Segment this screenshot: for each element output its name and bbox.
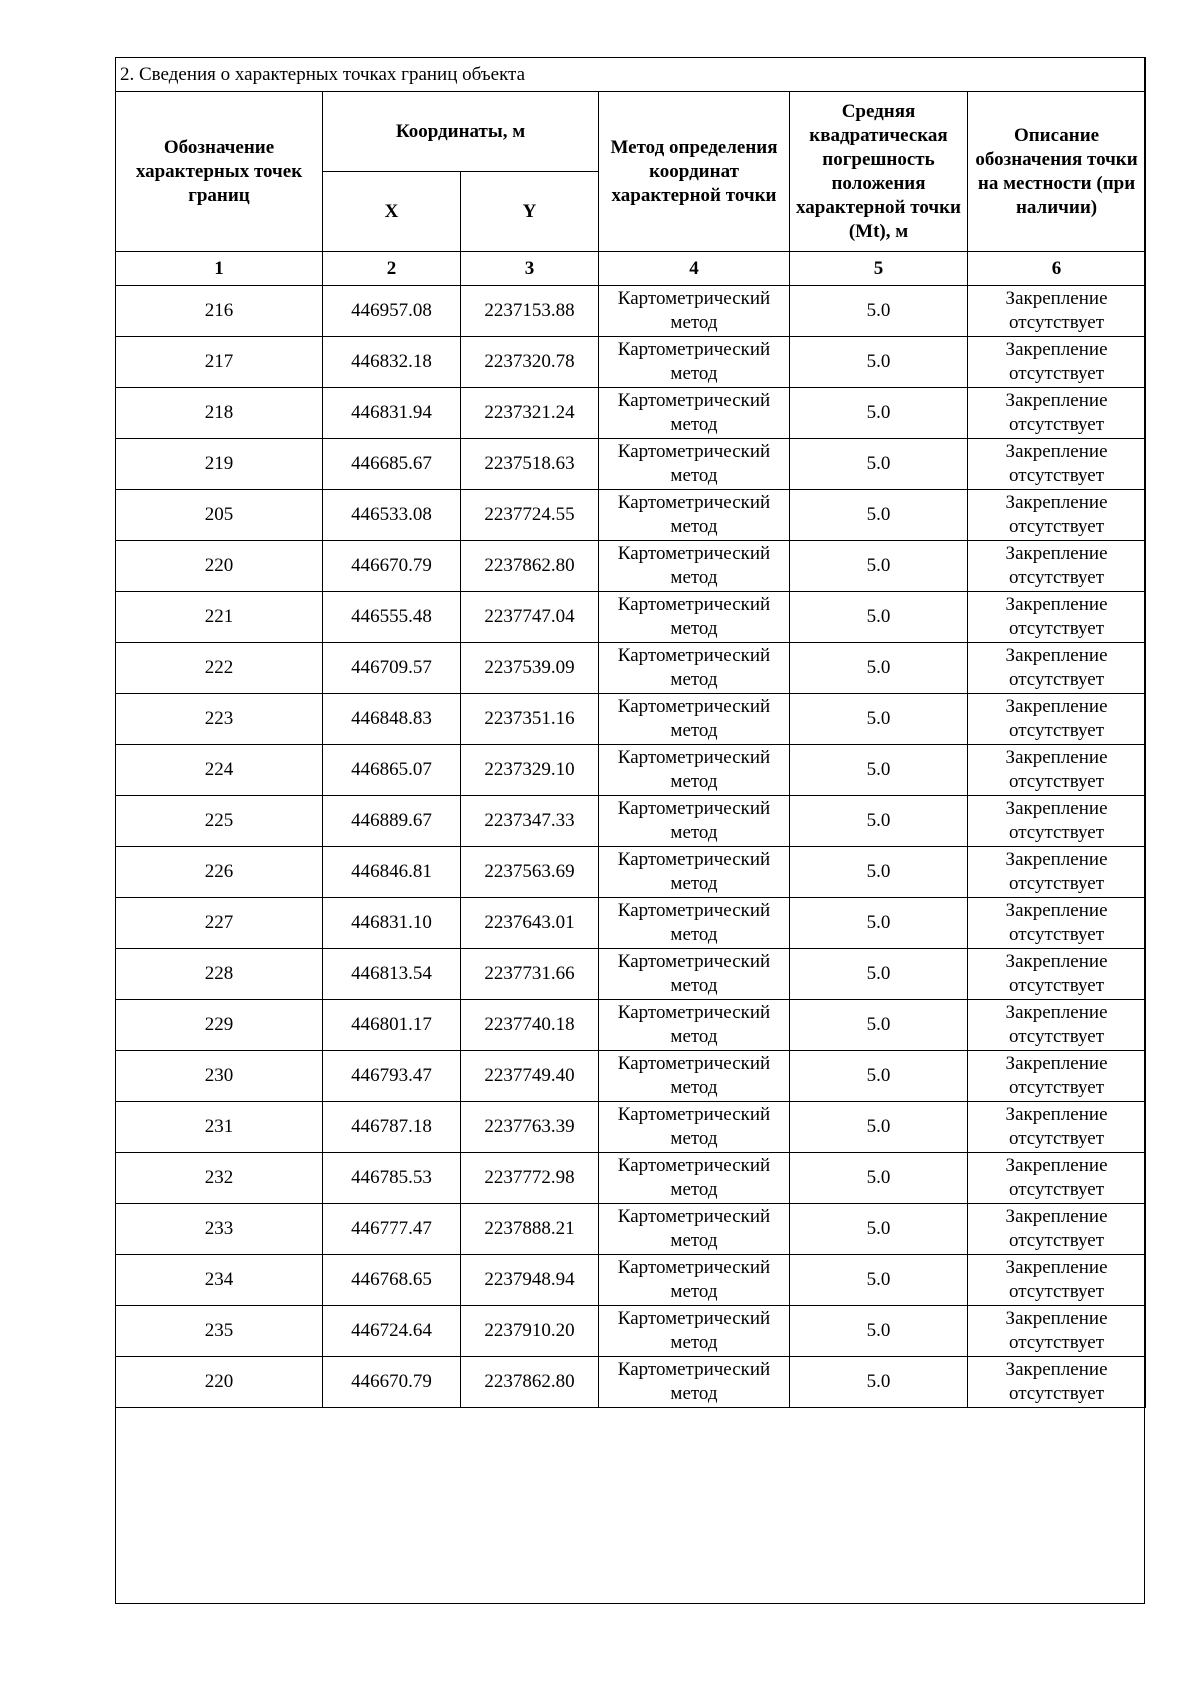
y-coordinate-cell: 2237329.10	[461, 745, 599, 796]
y-coordinate-cell: 2237563.69	[461, 847, 599, 898]
error-cell: 5.0	[790, 898, 968, 949]
x-coordinate-cell: 446865.07	[323, 745, 461, 796]
header-method: Метод определения координат характерной точки	[599, 92, 790, 252]
y-coordinate-cell: 2237321.24	[461, 388, 599, 439]
error-cell: 5.0	[790, 1306, 968, 1357]
point-cell: 234	[116, 1255, 323, 1306]
description-cell: Закрепление отсутствует	[968, 541, 1146, 592]
error-cell: 5.0	[790, 1255, 968, 1306]
point-cell: 218	[116, 388, 323, 439]
column-number: 4	[599, 252, 790, 286]
method-cell: Картометрический метод	[599, 1000, 790, 1051]
x-coordinate-cell: 446670.79	[323, 541, 461, 592]
column-number: 2	[323, 252, 461, 286]
error-cell: 5.0	[790, 1357, 968, 1408]
point-cell: 224	[116, 745, 323, 796]
table-row	[116, 388, 1146, 439]
x-coordinate-cell: 446785.53	[323, 1153, 461, 1204]
method-cell: Картометрический метод	[599, 541, 790, 592]
description-cell: Закрепление отсутствует	[968, 592, 1146, 643]
point-cell: 232	[116, 1153, 323, 1204]
table-row	[116, 745, 1146, 796]
y-coordinate-cell: 2237643.01	[461, 898, 599, 949]
y-coordinate-cell: 2237731.66	[461, 949, 599, 1000]
method-cell: Картометрический метод	[599, 643, 790, 694]
y-coordinate-cell: 2237153.88	[461, 286, 599, 337]
table-row	[116, 1051, 1146, 1102]
description-cell: Закрепление отсутствует	[968, 388, 1146, 439]
table-row	[116, 1204, 1146, 1255]
point-cell: 220	[116, 1357, 323, 1408]
point-cell: 221	[116, 592, 323, 643]
x-coordinate-cell: 446685.67	[323, 439, 461, 490]
y-coordinate-cell: 2237948.94	[461, 1255, 599, 1306]
x-coordinate-cell: 446831.94	[323, 388, 461, 439]
y-coordinate-cell: 2237749.40	[461, 1051, 599, 1102]
y-coordinate-cell: 2237862.80	[461, 541, 599, 592]
y-coordinate-cell: 2237539.09	[461, 643, 599, 694]
x-coordinate-cell: 446670.79	[323, 1357, 461, 1408]
method-cell: Картометрический метод	[599, 1153, 790, 1204]
description-cell: Закрепление отсутствует	[968, 694, 1146, 745]
x-coordinate-cell: 446709.57	[323, 643, 461, 694]
x-coordinate-cell: 446889.67	[323, 796, 461, 847]
x-coordinate-cell: 446777.47	[323, 1204, 461, 1255]
method-cell: Картометрический метод	[599, 949, 790, 1000]
table-row	[116, 439, 1146, 490]
x-coordinate-cell: 446813.54	[323, 949, 461, 1000]
x-coordinate-cell: 446957.08	[323, 286, 461, 337]
section-title: 2. Сведения о характерных точках границ объекта	[116, 58, 1146, 92]
header-error: Средняя квадратическая погрешность положения характерной точки (Mt), м	[790, 92, 968, 252]
point-cell: 226	[116, 847, 323, 898]
column-number: 1	[116, 252, 323, 286]
boundary-points-table	[115, 57, 1146, 1408]
table-row	[116, 796, 1146, 847]
table-row	[116, 1357, 1146, 1408]
description-cell: Закрепление отсутствует	[968, 796, 1146, 847]
x-coordinate-cell: 446555.48	[323, 592, 461, 643]
error-cell: 5.0	[790, 1102, 968, 1153]
method-cell: Картометрический метод	[599, 1102, 790, 1153]
point-cell: 225	[116, 796, 323, 847]
y-coordinate-cell: 2237518.63	[461, 439, 599, 490]
error-cell: 5.0	[790, 592, 968, 643]
method-cell: Картометрический метод	[599, 796, 790, 847]
y-coordinate-cell: 2237747.04	[461, 592, 599, 643]
description-cell: Закрепление отсутствует	[968, 898, 1146, 949]
point-cell: 223	[116, 694, 323, 745]
error-cell: 5.0	[790, 490, 968, 541]
point-cell: 227	[116, 898, 323, 949]
table-row	[116, 1153, 1146, 1204]
method-cell: Картометрический метод	[599, 1306, 790, 1357]
table-row	[116, 643, 1146, 694]
error-cell: 5.0	[790, 1153, 968, 1204]
point-cell: 231	[116, 1102, 323, 1153]
method-cell: Картометрический метод	[599, 490, 790, 541]
y-coordinate-cell: 2237740.18	[461, 1000, 599, 1051]
y-coordinate-cell: 2237910.20	[461, 1306, 599, 1357]
error-cell: 5.0	[790, 1204, 968, 1255]
description-cell: Закрепление отсутствует	[968, 286, 1146, 337]
x-coordinate-cell: 446848.83	[323, 694, 461, 745]
description-cell: Закрепление отсутствует	[968, 1051, 1146, 1102]
header-y: Y	[461, 172, 599, 252]
description-cell: Закрепление отсутствует	[968, 1357, 1146, 1408]
column-numbers-row	[116, 252, 1146, 286]
point-cell: 216	[116, 286, 323, 337]
point-cell: 235	[116, 1306, 323, 1357]
error-cell: 5.0	[790, 1051, 968, 1102]
x-coordinate-cell: 446724.64	[323, 1306, 461, 1357]
description-cell: Закрепление отсутствует	[968, 439, 1146, 490]
point-cell: 222	[116, 643, 323, 694]
y-coordinate-cell: 2237763.39	[461, 1102, 599, 1153]
error-cell: 5.0	[790, 1000, 968, 1051]
table-body	[116, 286, 1146, 1408]
description-cell: Закрепление отсутствует	[968, 1306, 1146, 1357]
x-coordinate-cell: 446768.65	[323, 1255, 461, 1306]
table-row	[116, 490, 1146, 541]
point-cell: 220	[116, 541, 323, 592]
x-coordinate-cell: 446533.08	[323, 490, 461, 541]
table-row	[116, 1255, 1146, 1306]
table-row	[116, 541, 1146, 592]
error-cell: 5.0	[790, 388, 968, 439]
point-cell: 233	[116, 1204, 323, 1255]
error-cell: 5.0	[790, 643, 968, 694]
method-cell: Картометрический метод	[599, 439, 790, 490]
method-cell: Картометрический метод	[599, 388, 790, 439]
table-row	[116, 1306, 1146, 1357]
x-coordinate-cell: 446793.47	[323, 1051, 461, 1102]
description-cell: Закрепление отсутствует	[968, 847, 1146, 898]
header-x: X	[323, 172, 461, 252]
column-number: 5	[790, 252, 968, 286]
error-cell: 5.0	[790, 337, 968, 388]
error-cell: 5.0	[790, 439, 968, 490]
x-coordinate-cell: 446787.18	[323, 1102, 461, 1153]
table-row	[116, 847, 1146, 898]
method-cell: Картометрический метод	[599, 694, 790, 745]
description-cell: Закрепление отсутствует	[968, 949, 1146, 1000]
description-cell: Закрепление отсутствует	[968, 490, 1146, 541]
method-cell: Картометрический метод	[599, 1051, 790, 1102]
table-row	[116, 1102, 1146, 1153]
method-cell: Картометрический метод	[599, 847, 790, 898]
point-cell: 230	[116, 1051, 323, 1102]
table-row	[116, 592, 1146, 643]
column-number: 6	[968, 252, 1146, 286]
table-row	[116, 949, 1146, 1000]
description-cell: Закрепление отсутствует	[968, 1255, 1146, 1306]
description-cell: Закрепление отсутствует	[968, 745, 1146, 796]
point-cell: 217	[116, 337, 323, 388]
x-coordinate-cell: 446831.10	[323, 898, 461, 949]
header-coords: Координаты, м	[323, 92, 599, 172]
method-cell: Картометрический метод	[599, 1204, 790, 1255]
description-cell: Закрепление отсутствует	[968, 1153, 1146, 1204]
point-cell: 229	[116, 1000, 323, 1051]
x-coordinate-cell: 446832.18	[323, 337, 461, 388]
method-cell: Картометрический метод	[599, 745, 790, 796]
y-coordinate-cell: 2237888.21	[461, 1204, 599, 1255]
error-cell: 5.0	[790, 286, 968, 337]
table-row	[116, 694, 1146, 745]
y-coordinate-cell: 2237862.80	[461, 1357, 599, 1408]
error-cell: 5.0	[790, 949, 968, 1000]
y-coordinate-cell: 2237347.33	[461, 796, 599, 847]
table-row	[116, 286, 1146, 337]
table-row	[116, 1000, 1146, 1051]
x-coordinate-cell: 446846.81	[323, 847, 461, 898]
method-cell: Картометрический метод	[599, 898, 790, 949]
y-coordinate-cell: 2237351.16	[461, 694, 599, 745]
description-cell: Закрепление отсутствует	[968, 643, 1146, 694]
point-cell: 205	[116, 490, 323, 541]
description-cell: Закрепление отсутствует	[968, 1102, 1146, 1153]
method-cell: Картометрический метод	[599, 337, 790, 388]
point-cell: 228	[116, 949, 323, 1000]
description-cell: Закрепление отсутствует	[968, 1204, 1146, 1255]
x-coordinate-cell: 446801.17	[323, 1000, 461, 1051]
method-cell: Картометрический метод	[599, 286, 790, 337]
point-cell: 219	[116, 439, 323, 490]
error-cell: 5.0	[790, 745, 968, 796]
error-cell: 5.0	[790, 847, 968, 898]
error-cell: 5.0	[790, 796, 968, 847]
y-coordinate-cell: 2237724.55	[461, 490, 599, 541]
method-cell: Картометрический метод	[599, 592, 790, 643]
column-number: 3	[461, 252, 599, 286]
table-row	[116, 337, 1146, 388]
description-cell: Закрепление отсутствует	[968, 1000, 1146, 1051]
table-row	[116, 898, 1146, 949]
description-cell: Закрепление отсутствует	[968, 337, 1146, 388]
error-cell: 5.0	[790, 541, 968, 592]
header-description: Описание обозначения точки на местности (при наличии)	[968, 92, 1146, 252]
error-cell: 5.0	[790, 694, 968, 745]
method-cell: Картометрический метод	[599, 1255, 790, 1306]
method-cell: Картометрический метод	[599, 1357, 790, 1408]
header-point: Обозначение характерных точек границ	[116, 92, 323, 252]
y-coordinate-cell: 2237320.78	[461, 337, 599, 388]
y-coordinate-cell: 2237772.98	[461, 1153, 599, 1204]
